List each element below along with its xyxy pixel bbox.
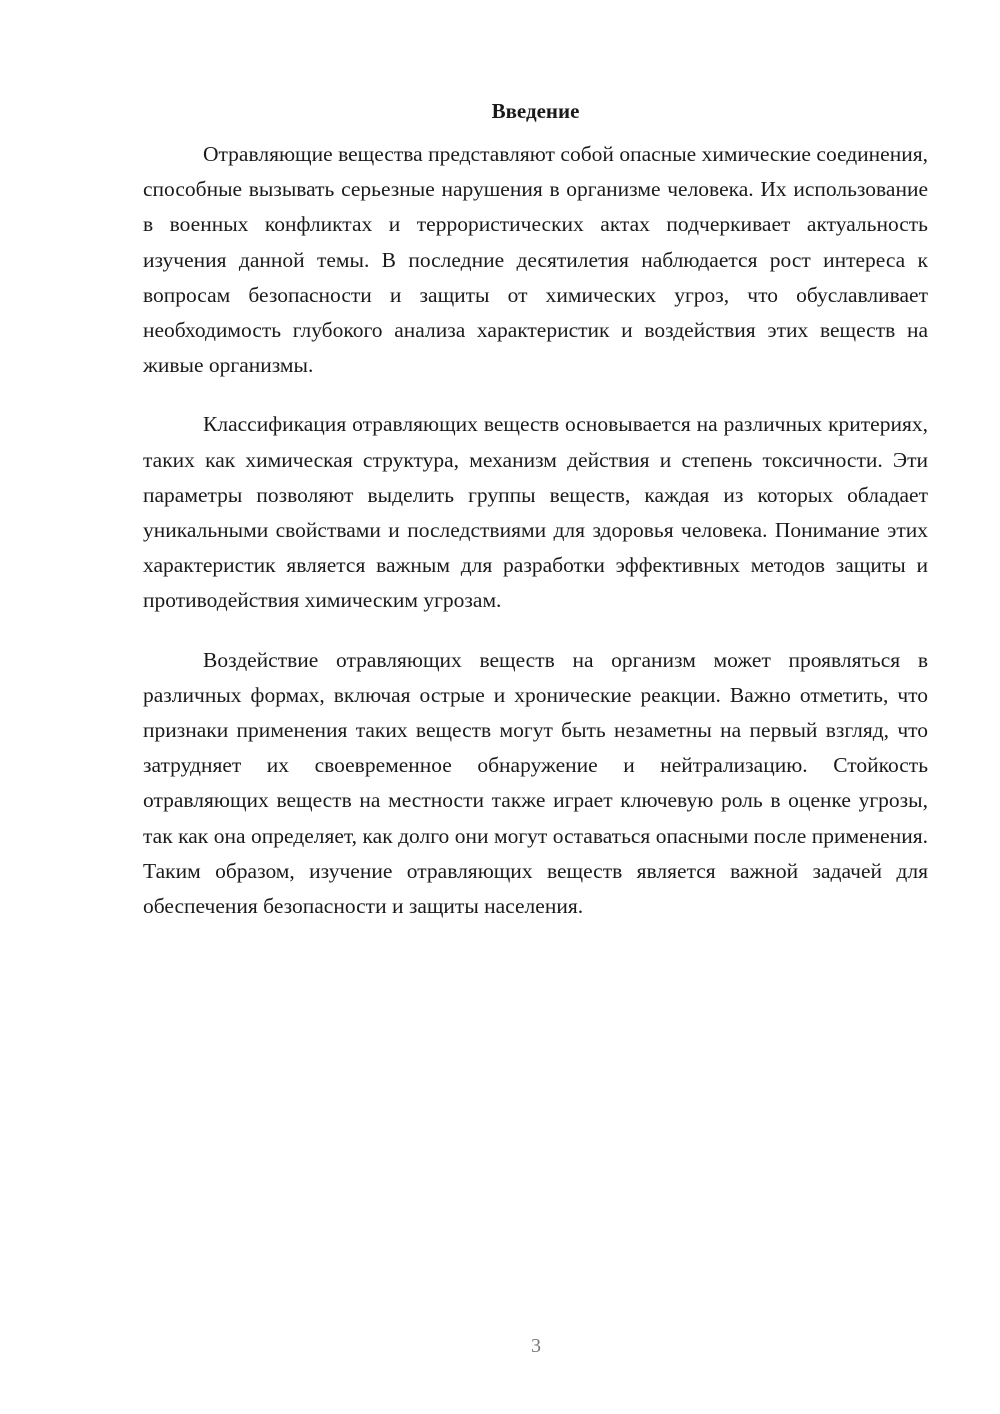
- page-content: [143, 95, 928, 948]
- paragraph-1: Отравляющие вещества представляют собой опасные химические соединения, способные вызывать серьезные нарушения в организме человека. Их использование в военных конфликтах и террористических актах подчеркивает актуальность изучения данной темы. В последние десятилетия наблюдается рост интереса к вопросам безопасности и защиты от химических угроз, что обуславливает необходимость глубокого анализа характеристик и воздействия этих веществ на живые организмы.: [143, 142, 928, 378]
- paragraph-3: Воздействие отравляющих веществ на организм может проявляться в различных формах, включая острые и хронические реакции. Важно отметить, что признаки применения таких веществ могут быть незаметны на первый взгляд, что затрудняет их своевременное обнаружение и нейтрализацию. Стойкость отравляющих веществ на местности также играет ключевую роль в оценке угрозы, так как она определяет, как долго они могут оставаться опасными после применения. Таким образом, изучение отравляющих веществ является важной задачей для обеспечения безопасности и защиты населения.: [143, 647, 928, 919]
- page-number: 3: [531, 1335, 541, 1357]
- page-title: Введение: [491, 99, 580, 123]
- paragraph-2: Классификация отравляющих веществ основывается на различных критериях, таких как химическая структура, механизм действия и степень токсичности. Эти параметры позволяют выделить группы веществ, каждая из которых обладает уникальными свойствами и последствиями для здоровья человека. Понимание этих характеристик является важным для разработки эффективных методов защиты и противодействия химическим угрозам.: [143, 412, 928, 613]
